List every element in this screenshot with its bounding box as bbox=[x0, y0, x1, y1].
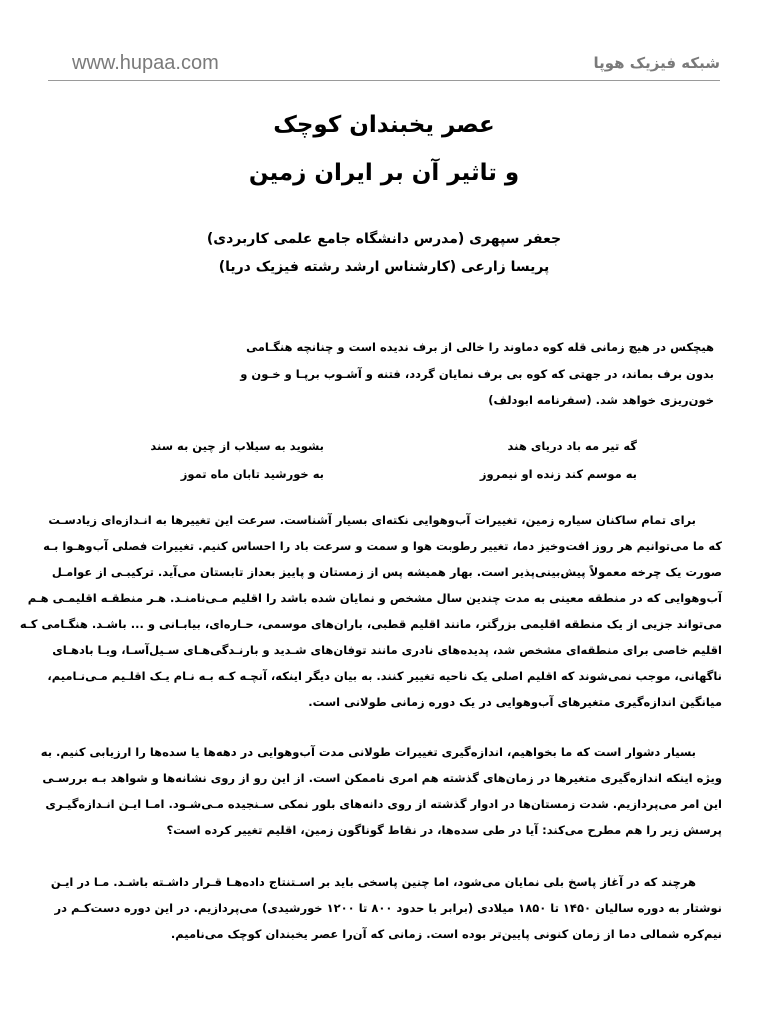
paragraph-line: نیم‌کره شمالی دما از زمان کنونی پایین‌تر بوده است. زمانی که آن‌را عصر یخبندان کوچک می‌نامیم. bbox=[170, 927, 722, 941]
epigraph-quote bbox=[240, 334, 714, 414]
poem-column-left bbox=[114, 432, 324, 488]
poem-line: به موسم کند زنده او نیمروز bbox=[479, 467, 637, 481]
title-line-1: عصر یخبندان کوچک bbox=[273, 112, 495, 138]
paragraph-line: آب‌وهوایی که در منطقه معینی به مدت چندین سال مشخص و نمایان شده باشد را اقلیم مـی‌نامنـد. هـر منطقـه اقلیمـی هـم bbox=[27, 591, 722, 605]
poem-column-right bbox=[384, 432, 637, 488]
author-1: جعفر سپهری (مدرس دانشگاه جامع علمی کاربردی) bbox=[206, 231, 562, 247]
poem-line: گه تیر مه باد دریای هند bbox=[507, 439, 637, 453]
author-2: پریسا زارعی (کارشناس ارشد رشته فیزیک دریا) bbox=[218, 259, 550, 275]
paragraph-3 bbox=[46, 869, 722, 947]
quote-line: خون‌ریزی خواهد شد. (سفرنامه ابودلف) bbox=[488, 393, 714, 407]
paragraph-line: می‌تواند جزیی از یک منطقه اقلیمی بزرگتر، مانند اقلیم قطبی، باران‌های موسمی، حـاره‌ای، بیابـانی و ... باشـد. هنگـامی کـه bbox=[19, 617, 722, 631]
page-header bbox=[48, 44, 720, 80]
paragraph-line: میانگین اندازه‌گیری متغیرهای آب‌وهوایی در یک دوره زمانی طولانی است. bbox=[308, 695, 722, 709]
paragraph-line: که ما می‌توانیم هر روز افت‌وخیز دما، تغییر رطوبت هوا و سمت و سرعت باد را احساس کنیم. تغییرات فصلی آب‌وهـوا بـه bbox=[43, 539, 722, 553]
poem-line: بشوید به سیلاب از چین به سند bbox=[150, 439, 324, 453]
quote-line: هیچکس در هیچ زمانی قله کوه دماوند را خالی از برف ندیده است و چنانچه هنگـامی bbox=[246, 340, 714, 354]
paragraph-line: ویژه اینکه اندازه‌گیری متغیرها در زمان‌های گذشته هم امری ناممکن است. از این رو از روی نشانه‌ها و شواهد بـه بررسـی bbox=[42, 771, 722, 785]
paragraph-1 bbox=[19, 507, 722, 715]
paragraph-line: این امر می‌پردازیم. شدت زمستان‌ها در ادوار گذشته از روی دانه‌های بلور نمکی سـنجیده مـی‌شـود. امـا ایـن انـدازه‌گیـری bbox=[45, 797, 722, 811]
paragraph-line: پرسش زیر را هم مطرح می‌کند: آیا در طی سده‌ها، در نقاط گوناگون زمین، اقلیم تغییر کرده است؟ bbox=[166, 823, 722, 837]
paragraph-2 bbox=[40, 739, 722, 843]
header-divider bbox=[48, 80, 720, 81]
paragraph-line: بسیار دشوار است که ما بخواهیم، اندازه‌گیری تغییرات طولانی مدت آب‌وهوایی در دهه‌ها یا سده‌ها را ارزیابی کنیم. به bbox=[40, 745, 696, 759]
paragraph-line: نوشتار به دوره سالیان ۱۴۵۰ تا ۱۸۵۰ میلادی (برابر با حدود ۸۰۰ تا ۱۲۰۰ خورشیدی) می‌پردازیم. در این دوره دست‌کـم در bbox=[54, 901, 722, 915]
paragraph-line: برای تمام ساکنان سیاره زمین، تغییرات آب‌وهوایی نکته‌ای بسیار آشناست. سرعت این تغییرها به انـدازه‌ای زیادسـت bbox=[48, 513, 696, 527]
site-name: شبکه فیزیک هوپا bbox=[593, 54, 720, 72]
title-line-2: و تاثیر آن بر ایران زمین bbox=[248, 160, 520, 186]
paragraph-line: اقلیم خاصی برای منطقه‌ای مشخص شد، پدیده‌های نادری مانند توفان‌های شـدید و بارنـدگی‌هـای سـیل‌آسـا، ویـا بادهـای bbox=[52, 643, 722, 657]
paragraph-line: صورت یک چرخه معمولاً پیش‌بینی‌پذیر است. بهار همیشه پس از زمستان و پاییز بعداز تابستان می‌آید. ترکیبـی از عوامـل bbox=[51, 565, 722, 579]
paragraph-line: هرچند که در آغاز پاسخ بلی نمایان می‌شود، اما چنین پاسخی باید بر اسـتنتاج داده‌هـا قـرار داشـته باشـد. مـا در ایـن bbox=[50, 875, 696, 889]
paragraph-line: ناگهانی، موجب نمی‌شوند که اقلیم اصلی یک ناحیه تغییر کنند. به بیان دیگر اینکه، آنچـه کـه بـه نـام یـک اقلـیم مـی‌نـامیم، bbox=[47, 669, 722, 683]
site-url[interactable]: www.hupaa.com bbox=[72, 52, 219, 74]
quote-line: بدون برف بماند، در جهتی که کوه بی برف نمایان گردد، فتنه و آشـوب برپـا و خـون و bbox=[240, 366, 714, 381]
poem-line: به خورشید تابان ماه تموز bbox=[180, 467, 324, 481]
